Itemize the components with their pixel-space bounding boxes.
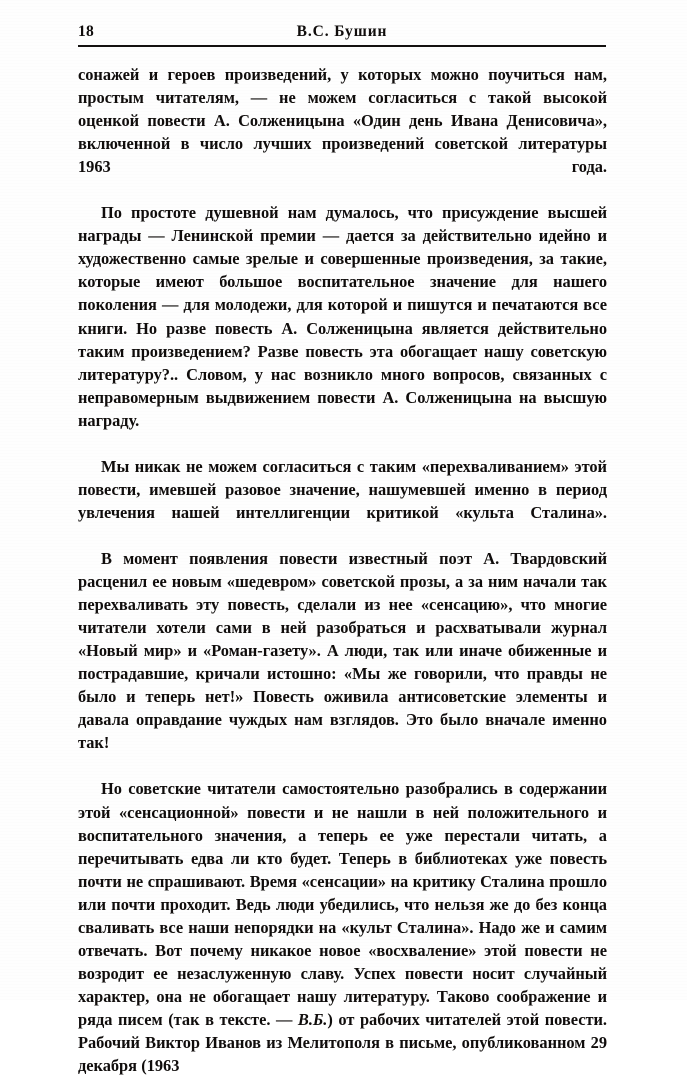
page-number: 18: [78, 23, 94, 40]
paragraph: В момент появления повести известный поэт А. Твардовский расценил ее новым «шедевром» советской прозы, а за ним начали так перехваливать эту повесть, сделали из нее «сенсацию», что многие читатели хотели сами в ней разобраться и расхватывали журнал «Новый мир» и «Роман-газету». А люди, так или иначе обиженные и пострадавшие, кричали истошно: «Мы же говорили, что правды не было и теперь нет!» Повесть оживила антисоветские элементы и давала оправдание чуждых нам взглядов. Это было вначале именно так!: [78, 548, 607, 753]
paragraph: По простоте душевной нам думалось, что присуждение высшей награды — Ленинской премии — дается за действительно идейно и художественно самые зрелые и совершенные произведения, за такие, которые имеют большое воспитательное значение для нашего поколения — для молодежи, для которой и пишутся и печатаются все книги. Но разве повесть А. Солженицына является действительно таким произведением? Разве повесть эта обогащает нашу советскую литературу?.. Словом, у нас возникло много вопросов, связанных с неправомерным выдвижением повести А. Солженицына на высшую награду.: [78, 203, 607, 430]
paragraph: Мы никак не можем согласиться с таким «перехваливанием» этой повести, имевшей разовое значение, нашумевшей именно в период увлечения нашей интеллигенции критикой «культа Сталина».: [78, 456, 607, 522]
paragraph: сонажей и героев произведений, у которых можно поучиться нам, простым читателям, — не можем согласиться с такой высокой оценкой повести А. Солженицына «Один день Ивана Денисовича», включенной в число лучших произведений советской литературы 1963 года.: [78, 65, 607, 177]
body-text-block: [78, 63, 607, 1077]
editorial-initials: В.Б.: [297, 1009, 328, 1029]
paragraph-text-before-note: Но советские читатели самостоятельно разобрались в содержании этой «сенсационной» повести и не нашли в ней положительного и воспитательного значения, а теперь ее уже перестали читать, а перечитывать едва ли кто будет. Теперь в библиотеках уже повесть почти не спрашивают. Время «сенсации» на критику Сталина прошло или почти проходит. Ведь люди убедились, что нельзя же до без конца сваливать все наши непорядки на «культ Сталина». Надо же и самим отвечать. Вот почему никакое новое «восхваление» этой повести не возродит ее незаслуженную славу. Успех повести носит случайный характер, она не обогащает нашу литературу. Таково соображение и ряда писем (так в тексте. —: [78, 779, 607, 1029]
header-rule: [78, 45, 606, 47]
paragraph-text-after-note: ) от рабочих читателей этой повести. Рабочий Виктор Иванов из Мелитополя в письме, опубликованном 29 декабря (1963: [78, 1009, 607, 1076]
paragraph-with-editorial-note: [78, 777, 607, 1077]
running-header-author: В.С. Бушин: [296, 23, 388, 40]
running-header: [78, 22, 606, 46]
